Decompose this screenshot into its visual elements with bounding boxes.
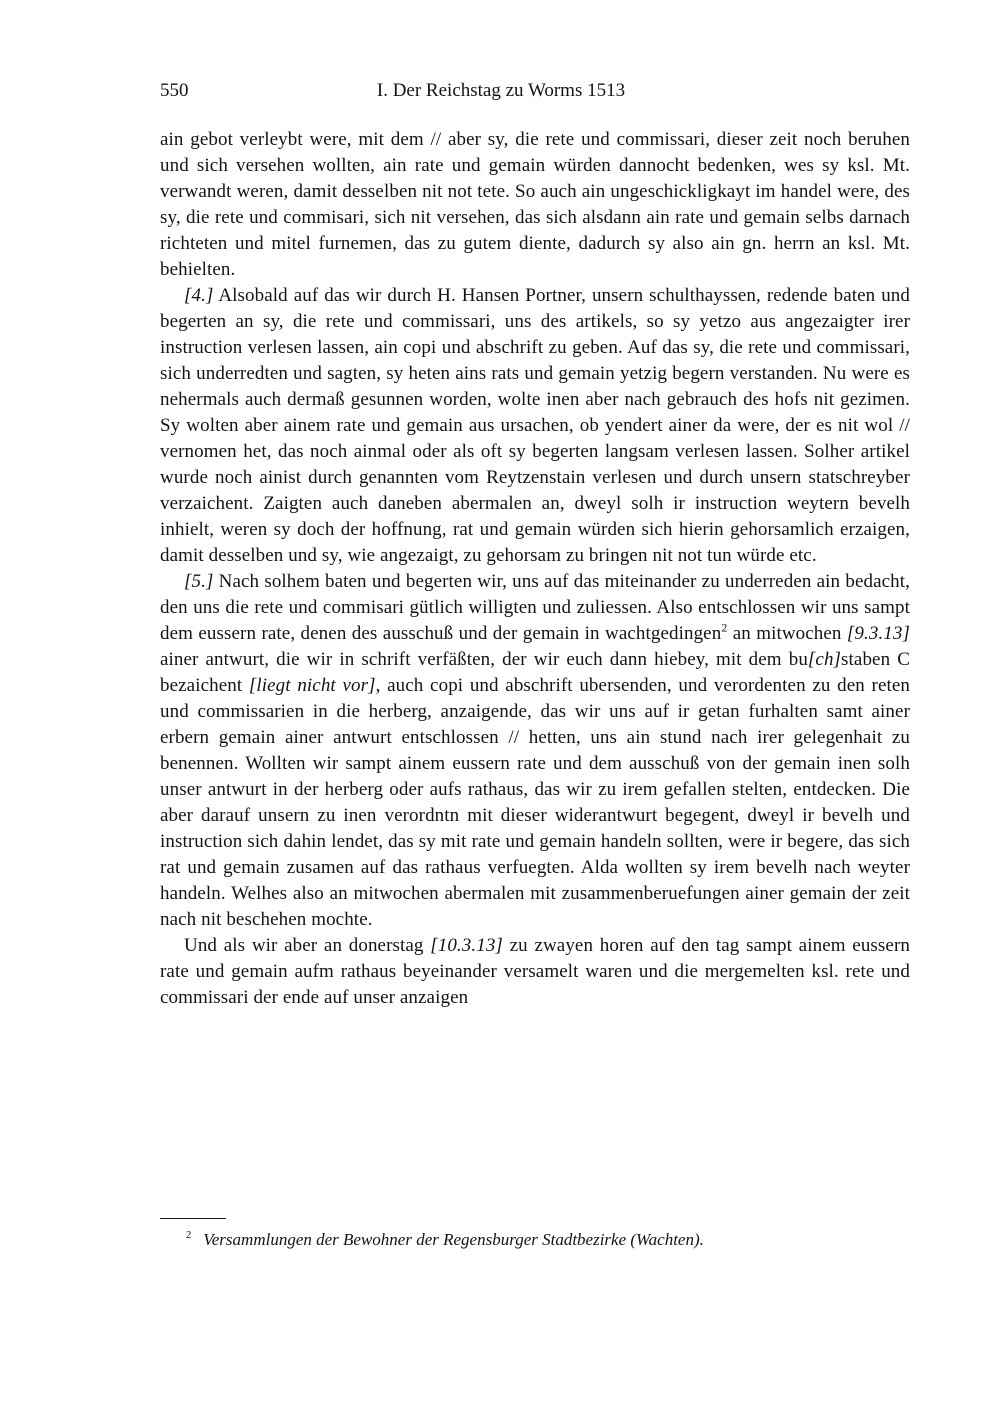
text-segment: [4.]: [184, 285, 214, 306]
footnote-area: [160, 1218, 910, 1252]
page-header: [160, 78, 910, 104]
text-segment: Und als wir aber an donerstag: [184, 935, 431, 956]
text-segment: [10.3.13]: [430, 935, 503, 956]
paragraph: [160, 569, 910, 933]
text-segment: [9.3.13]: [846, 623, 910, 644]
text-segment: ainer antwurt, die wir in schrift verfäßten, der wir euch dann hiebey, mit dem bu: [160, 649, 808, 670]
text-segment: Nach solhem baten und begerten wir, uns auf das miteinander zu underreden ain bedacht, den uns die rete und commisari gütlich willigten und zuliessen. Also entschlossen wir uns sampt dem eussern rate, denen des ausschuß und der gemain in wachtgedingen: [160, 571, 910, 644]
paragraph: [160, 933, 910, 1011]
text-segment: , auch copi und abschrift ubersenden, und verordenten zu den reten und commissarien in die herberg, anzaigende, das wir uns auf ir getan furhalten samt ainer erbern gemain ainer antwurt entschlossen // hetten, uns ain stund nach irer gelegenhait zu benennen. Wollten wir sampt ainem eussern rate und dem ausschuß von der gemain inen solh unser antwurt in der herberg oder aufs rathaus, das wir zu irem gefallen stelten, entdecken. Die aber darauf unsern zu inen verordntn mit dieser widerantwurt begegent, dweyl ir bevelh und instruction sich dahin lendet, das sy mit rate und gemain handeln sollten, were ir begere, das sich rat und gemain zusamen auf das rathaus verfuegten. Alda wollten sy irem bevelh nach weyter handeln. Welhes also an mitwochen abermalen mit zusammenberuefungen ainer gemain der zeit nach nit beschehen mochte.: [160, 675, 910, 930]
text-segment: staben C bezaichent: [160, 649, 910, 696]
text-segment: [ch]: [807, 649, 842, 670]
text-segment: [5.]: [184, 571, 214, 592]
text-segment: ain gebot verleybt were, mit dem // aber sy, die rete und commissari, dieser zeit noch beruhen und sich versehen wollten, ain rate und gemain würden dannocht bedenken, wes sy ksl. Mt. verwandt weren, damit desselben nit not tete. So auch ain ungeschickligkayt im handel were, des sy, die rete und commisari, sich nit versehen, das sich alsdann ain rate und gemain selbs darnach richteten und mitel furnemen, das zu gutem diente, dadurch sy also ain gn. herrn an ksl. Mt. behielten.: [160, 129, 910, 280]
paragraph: [160, 283, 910, 569]
running-title: I. Der Reichstag zu Worms 1513: [376, 80, 626, 101]
text-segment: an mitwochen: [727, 623, 847, 644]
text-segment: zu zwayen horen auf den tag sampt ainem eussern rate und gemain aufm rathaus beyeinander versamelt waren und die mergemelten ksl. rete und commissari der ende auf unser anzaigen: [160, 935, 910, 1008]
footnote-reference: 2: [721, 621, 728, 635]
text-segment: [liegt nicht vor]: [248, 675, 376, 696]
page-number: 550: [160, 80, 189, 101]
footnote: [160, 1228, 910, 1252]
body-paragraphs: [160, 127, 910, 1011]
text-segment: Versammlungen der Bewohner der Regensburger Stadtbezirke (Wachten).: [203, 1230, 704, 1249]
text-segment: Alsobald auf das wir durch H. Hansen Portner, unsern schulthayssen, redende baten und begerten an sy, die rete und commissari, uns des artikels, so sy yetzo aus angezaigter irer instruction verlesen lassen, ain copi und abschrift zu geben. Auf das sy, die rete und commissari, sich underredten und sagten, sy heten ains rats und gemain yetzig begern verstanden. Nu were es nehermals auch dermaß gesunnen worden, wolte inen aber nach gebrauch des hofs nit gezimen. Sy wolten aber ainem rate und gemain aus ursachen, ob yendert ainer da were, der es nit wol // vernomen het, das noch ainmal oder als oft sy begerten langsam verlesen lassen. Solher artikel wurde noch ainist durch genannten vom Reytzenstain verlesen und durch unsern statschreyber verzaichent. Zaigten auch daneben abermalen an, dweyl solh ir instruction weytern bevelh inhielt, weren sy doch der hoffnung, rat und gemain würden sich hierin gehorsamlich erzaigen, damit desselben und sy, wie angezaigt, zu gehorsam zu bringen nit not tun würde etc.: [160, 285, 910, 566]
footnote-reference: 2: [186, 1230, 192, 1242]
paragraph: [160, 127, 910, 283]
footnote-rule: [160, 1218, 226, 1219]
